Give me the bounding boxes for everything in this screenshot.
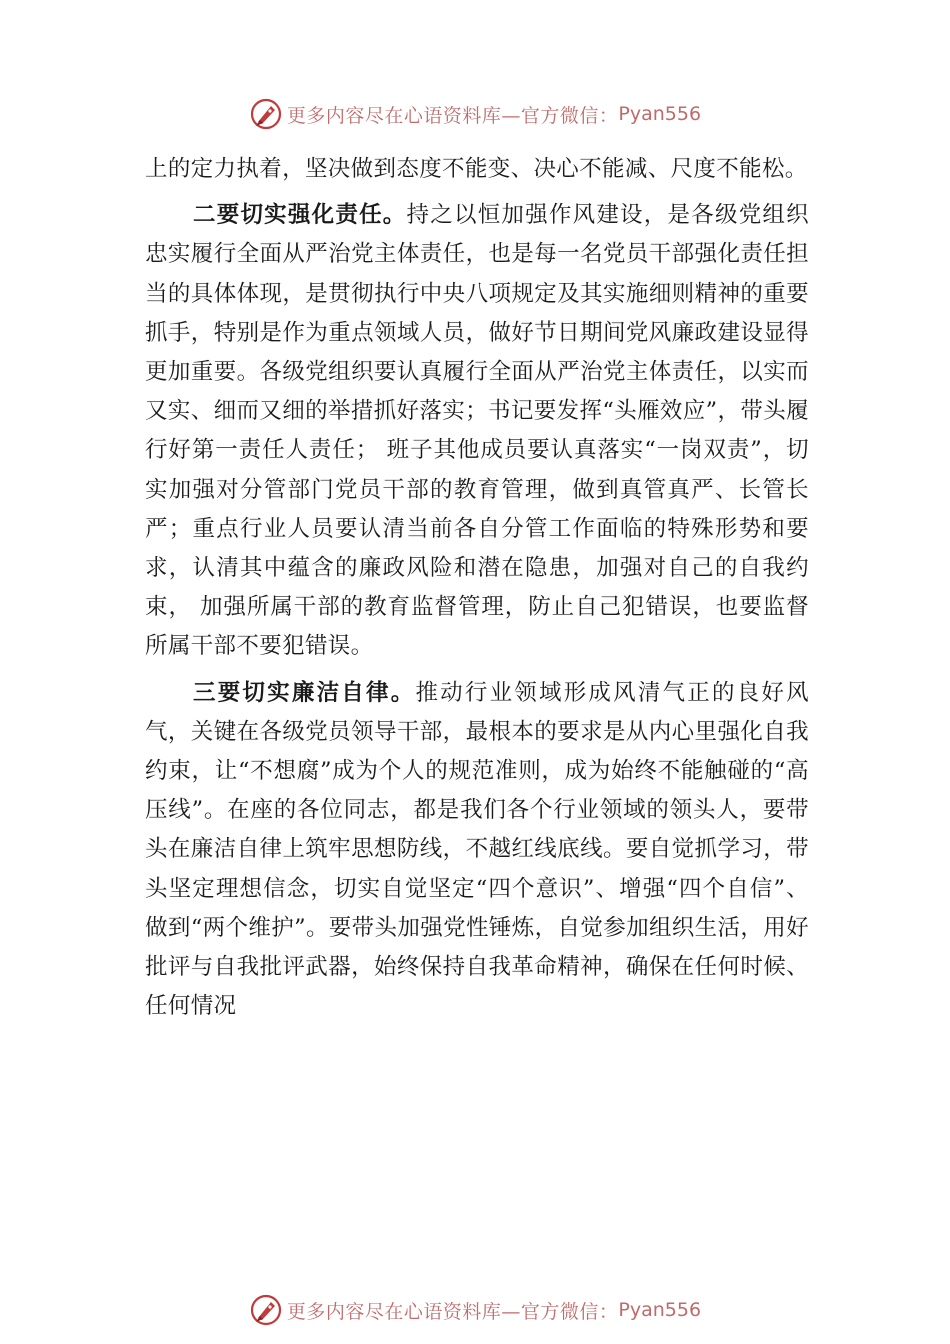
document-body [145, 150, 809, 1033]
banner-text: 更多内容尽在心语资料库—官方微信： [286, 1300, 619, 1323]
pen-nib-logo-icon [249, 1293, 283, 1327]
paragraph-strengthen-responsibility [145, 196, 809, 666]
banner-wechat-id: Pyan556 [618, 103, 702, 125]
paragraph-heading: 二要切实强化责任。 [193, 202, 407, 229]
paragraph-self-discipline [145, 674, 809, 1027]
pen-nib-logo-icon [249, 97, 283, 131]
paragraph-heading: 三要切实廉洁自律。 [193, 679, 416, 706]
paragraph-text: 持之以恒加强作风建设，是各级党组织忠实履行全面从严治党主体责任，也是每一名党员干部强化责任担当的具体体现，是贯彻执行中央八项规定及其实施细则精神的重要抓手，特别是作为重点领域人员，做好节日期间党风廉政建设显得更加重要。各级党组织要认真履行全面从严治党主体责任，以实而又实、细而又细的举措抓好落实；书记要发挥“头雁效应”，带头履行好第一责任人责任； 班子其他成员要认真落实“一岗双责”，切实加强对分管部门党员干部的教育管理，做到真管真严、长管长严；重点行业人员要认清当前各自分管工作面临的特殊形势和要求，认清其中蕴含的廉政风险和潜在隐患，加强对自己的自我约束， 加强所属干部的教育监督管理，防止自己犯错误，也要监督所属干部不要犯错误。 [145, 202, 809, 660]
paragraph-continuation: 上的定力执着，坚决做到态度不能变、决心不能减、尺度不能松。 [145, 156, 808, 182]
header-banner [0, 94, 950, 134]
banner-wechat-id: Pyan556 [618, 1299, 702, 1321]
banner-text: 更多内容尽在心语资料库—官方微信： [286, 104, 619, 127]
paragraph-text: 推动行业领域形成风清气正的良好风气，关键在各级党员领导干部，最根本的要求是从内心里强化自我约束，让“不想腐”成为个人的规范准则，成为始终不能触碰的“高压线”。在座的各位同志，都是我们各个行业领域的领头人，要带头在廉洁自律上筑牢思想防线，不越红线底线。要自觉抓学习，带头坚定理想信念，切实自觉坚定“四个意识”、增强“四个自信”、做到“两个维护”。要带头加强党性锤炼，自觉参加组织生活，用好批评与自我批评武器，始终保持自我革命精神，确保在任何时候、任何情况 [145, 679, 809, 1020]
footer-banner [0, 1290, 950, 1330]
